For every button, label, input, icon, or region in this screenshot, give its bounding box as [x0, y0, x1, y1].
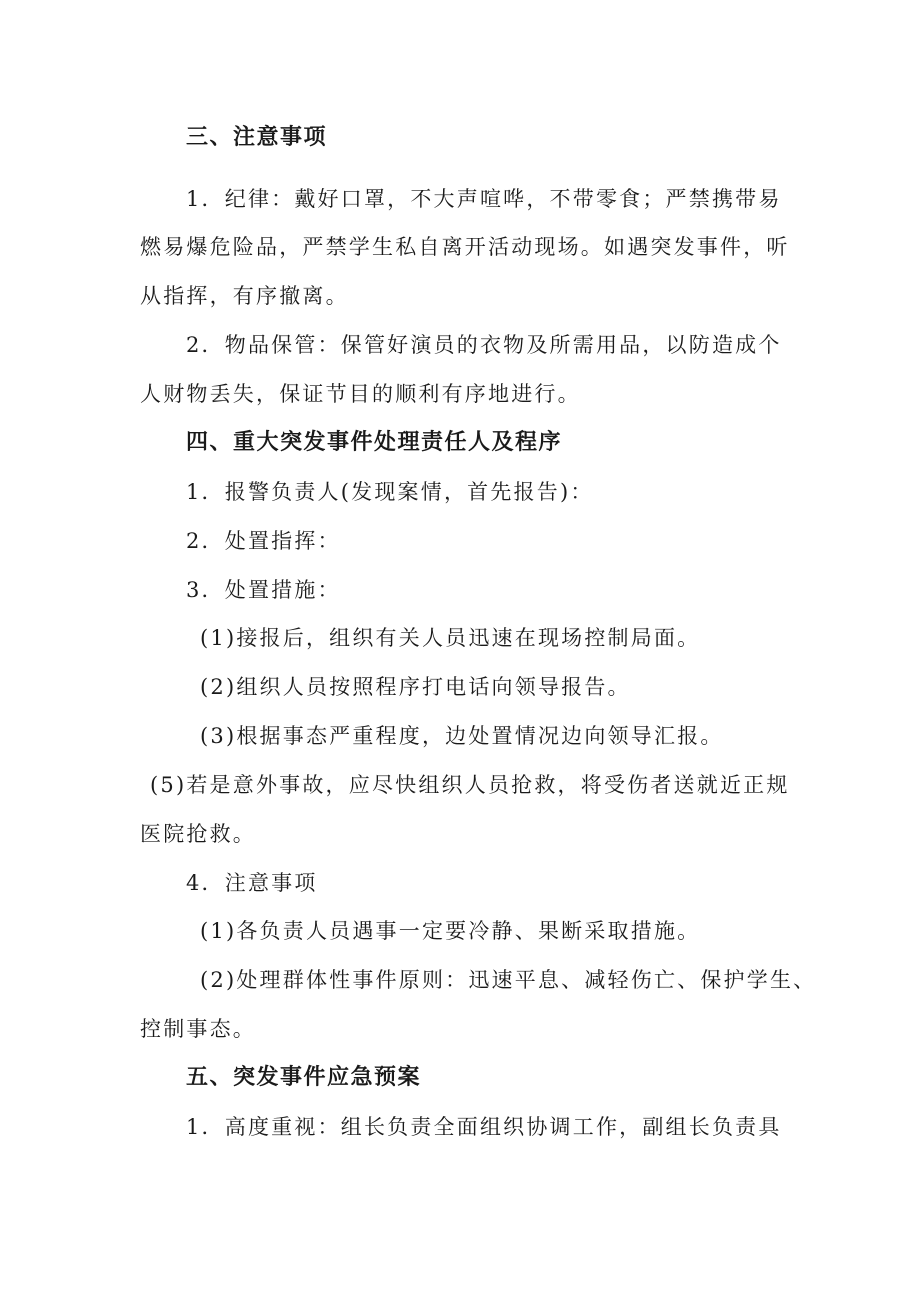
paragraph-line: 人财物丢失，保证节目的顺利有序地进行。 — [140, 382, 581, 406]
paragraph-line: 控制事态。 — [140, 1017, 256, 1041]
list-item: (2)处理群体性事件原则：迅速平息、减轻伤亡、保护学生、 — [200, 968, 817, 992]
paragraph-line: 燃易爆危险品，严禁学生私自离开活动现场。如遇突发事件，听 — [140, 235, 790, 259]
paragraph-line: 1．报警负责人(发现案情，首先报告)： — [186, 480, 594, 504]
section-heading-4: 四、重大突发事件处理责任人及程序 — [186, 430, 563, 455]
list-item: (2)组织人员按照程序打电话向领导报告。 — [200, 675, 631, 699]
section-heading-3: 三、注意事项 — [186, 125, 328, 150]
paragraph-line: 2．处置指挥： — [186, 529, 341, 553]
paragraph-line: 医院抢救。 — [140, 822, 256, 846]
list-item: (1)接报后，组织有关人员迅速在现场控制局面。 — [200, 626, 701, 650]
list-item: (5)若是意外事故，应尽快组织人员抢救，将受伤者送就近正规 — [150, 773, 790, 797]
paragraph-line: 1．高度重视：组长负责全面组织协调工作，副组长负责具 — [186, 1115, 782, 1139]
list-item: (3)根据事态严重程度，边处置情况边向领导汇报。 — [200, 724, 724, 748]
paragraph-line: 4．注意事项 — [186, 871, 318, 895]
section-heading-5: 五、突发事件应急预案 — [186, 1065, 422, 1090]
paragraph-line: 1．纪律：戴好口罩，不大声喧哗，不带零食；严禁携带易 — [186, 187, 782, 211]
list-item: (1)各负责人员遇事一定要冷静、果断采取措施。 — [200, 919, 701, 943]
paragraph-line: 2．物品保管：保管好演员的衣物及所需用品，以防造成个 — [186, 333, 782, 357]
paragraph-line: 从指挥，有序撤离。 — [140, 284, 349, 308]
paragraph-line: 3．处置措施： — [186, 578, 341, 602]
